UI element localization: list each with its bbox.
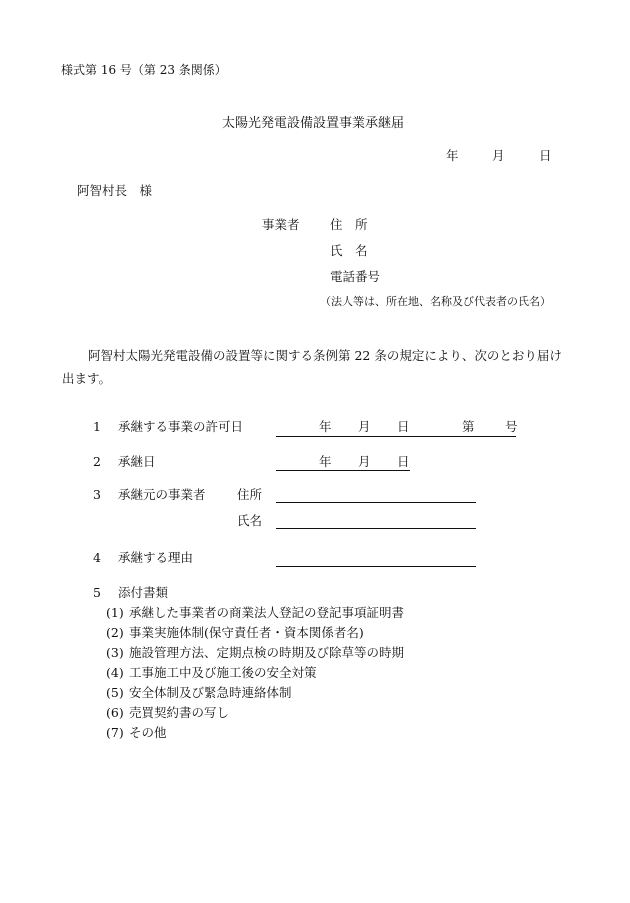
item1-date-underline xyxy=(276,436,516,437)
applicant-address-label: 住 所 xyxy=(330,217,368,232)
attachment-4-number: (4) xyxy=(106,665,124,680)
attachment-1-text: 承継した事業者の商業法人登記の登記事項証明書 xyxy=(129,605,405,620)
item3-name-label: 氏名 xyxy=(237,513,263,528)
item2-label: 承継日 xyxy=(118,454,156,469)
item1-number: 1 xyxy=(93,419,101,434)
item2-month: 月 xyxy=(358,454,371,469)
item1-month: 月 xyxy=(358,419,371,434)
applicant-label: 事業者 xyxy=(262,217,300,232)
item2-date-underline xyxy=(276,470,410,471)
item2-year: 年 xyxy=(319,454,332,469)
attachment-5-text: 安全体制及び緊急時連絡体制 xyxy=(129,685,292,700)
item3-number: 3 xyxy=(93,487,101,502)
date-year: 年 xyxy=(446,148,459,163)
form-number: 様式第 16 号（第 23 条関係） xyxy=(61,63,227,77)
item2-day: 日 xyxy=(397,454,410,469)
item1-year: 年 xyxy=(319,419,332,434)
attachment-2-number: (2) xyxy=(106,625,124,640)
item1-day: 日 xyxy=(397,419,410,434)
attachment-7-number: (7) xyxy=(106,725,124,740)
page-title: 太陽光発電設備設置事業承継届 xyxy=(222,116,405,131)
item4-label: 承継する理由 xyxy=(118,550,194,565)
item3-address-line xyxy=(276,502,476,503)
attachment-3-text: 施設管理方法、定期点検の時期及び除草等の時期 xyxy=(129,645,405,660)
item1-label: 承継する事業の許可日 xyxy=(118,419,244,434)
applicant-phone-label: 電話番号 xyxy=(330,269,381,284)
attachment-2-text: 事業実施体制(保守責任者・資本関係者名) xyxy=(129,625,364,640)
item1-no-suffix: 号 xyxy=(505,419,518,434)
date-month: 月 xyxy=(492,148,505,163)
item1-no-prefix: 第 xyxy=(462,419,475,434)
item3-address-label: 住所 xyxy=(237,487,263,502)
item5-number: 5 xyxy=(93,585,101,600)
item5-label: 添付書類 xyxy=(118,585,169,600)
attachment-5-number: (5) xyxy=(106,685,124,700)
attachment-7-text: その他 xyxy=(129,725,167,740)
applicant-note: （法人等は、所在地、名称及び代表者の氏名） xyxy=(320,295,551,308)
attachment-6-text: 売買契約書の写し xyxy=(129,705,230,720)
attachment-6-number: (6) xyxy=(106,705,124,720)
attachment-3-number: (3) xyxy=(106,645,124,660)
attachment-1-number: (1) xyxy=(106,605,124,620)
applicant-name-label: 氏 名 xyxy=(330,243,368,258)
item3-label: 承継元の事業者 xyxy=(118,487,206,502)
item4-number: 4 xyxy=(93,550,101,565)
body-text: 阿智村太陽光発電設備の設置等に関する条例第 22 条の規定により、次のとおり届け出ます。 xyxy=(62,348,562,386)
item3-name-line xyxy=(276,528,476,529)
attachment-4-text: 工事施工中及び施工後の安全対策 xyxy=(129,665,317,680)
addressee: 阿智村長 様 xyxy=(77,183,153,198)
date-day: 日 xyxy=(539,148,552,163)
item2-number: 2 xyxy=(93,454,101,469)
item4-reason-line xyxy=(276,566,476,567)
